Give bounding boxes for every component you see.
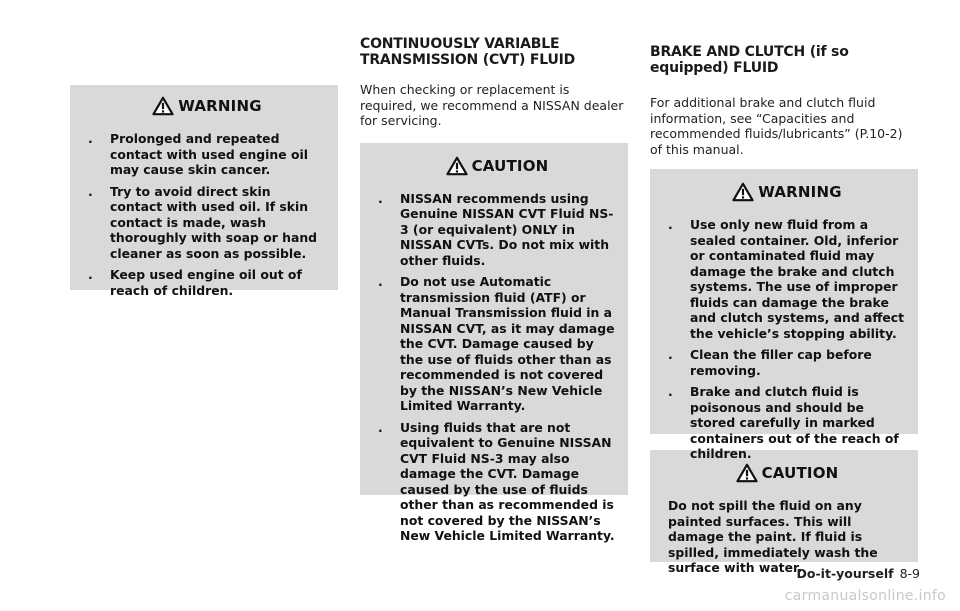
warning-triangle-icon	[736, 463, 758, 483]
warning-triangle-icon	[446, 156, 468, 176]
warning-list	[668, 217, 906, 462]
list-item: . Using fluids that are not equivalent to Genuine NISSAN CVT Fluid NS-3 may also damage the CVT. Damage caused by the use of fluids other than as recommended is not covered by the NISSAN’s New Vehicle Limited Warranty.	[378, 419, 615, 543]
warning-title: WARNING	[758, 183, 842, 201]
section-heading-brake: BRAKE AND CLUTCH (if so equipped) FLUID	[650, 44, 849, 76]
list-item: . Use only new fluid from a sealed container. Old, inferior or contaminated fluid may damage the brake and clutch systems. The use of improper fluids can damage the brake and clutch systems, and affect the vehicle’s stopping ability.	[668, 217, 905, 341]
warning-triangle-icon	[732, 182, 754, 202]
column-middle	[360, 36, 628, 543]
section-heading-cvt: CONTINUOUSLY VARIABLE TRANSMISSION (CVT) FLUID	[360, 36, 576, 68]
warning-header	[668, 175, 906, 209]
warning-header	[88, 89, 326, 123]
warning-box-brake	[650, 169, 918, 461]
list-item: . NISSAN recommends using Genuine NISSAN CVT Fluid NS-3 (or equivalent) ONLY in NISSAN CVTs. Do not mix with other fluids.	[378, 190, 614, 268]
list-item: . Keep used engine oil out of reach of children.	[88, 267, 302, 298]
column-left	[70, 85, 338, 298]
cvt-intro-text: When checking or replacement is required, we recommend a NISSAN dealer for servicing.	[360, 82, 624, 128]
caution-title: CAUTION	[471, 156, 549, 175]
footer-page-number: 8-9	[899, 566, 920, 581]
list-item: . Try to avoid direct skin contact with used oil. If skin contact is made, wash thoroughly with soap or hand cleaner as soon as possible.	[88, 183, 318, 261]
watermark: carmanualsonline.info	[784, 588, 946, 604]
page-footer	[797, 566, 920, 581]
warning-triangle-icon	[152, 96, 174, 116]
caution-list	[378, 191, 616, 544]
warning-box-oil	[70, 85, 338, 298]
list-item: . Do not use Automatic transmission fluid (ATF) or Manual Transmission fluid in a NISSAN CVT, as it may damage the CVT. Damage caused by the use of fluids other than as recommended is not covered by the NISSAN’s New Vehicle Limited Warranty.	[378, 274, 615, 413]
caution-title: CAUTION	[761, 464, 839, 482]
caution-text: Do not spill the fluid on any painted surfaces. This will damage the paint. If fluid is spilled, immediately wash the surface with water.	[668, 498, 878, 575]
list-item: . Brake and clutch fluid is poisonous and should be stored carefully in marked containers out of the reach of children.	[668, 384, 899, 461]
warning-title: WARNING	[178, 97, 262, 115]
list-item: . Prolonged and repeated contact with used engine oil may cause skin cancer.	[88, 131, 308, 177]
list-item: . Clean the filler cap before removing.	[668, 347, 872, 378]
warning-list	[88, 131, 326, 298]
caution-header	[378, 149, 616, 183]
brake-intro-text: For additional brake and clutch fluid information, see “Capacities and recommended fluids/lubricants” (P.10-2) of this manual.	[650, 95, 903, 157]
caution-box-cvt	[360, 143, 628, 543]
footer-section-name: Do-it-yourself	[796, 566, 894, 581]
